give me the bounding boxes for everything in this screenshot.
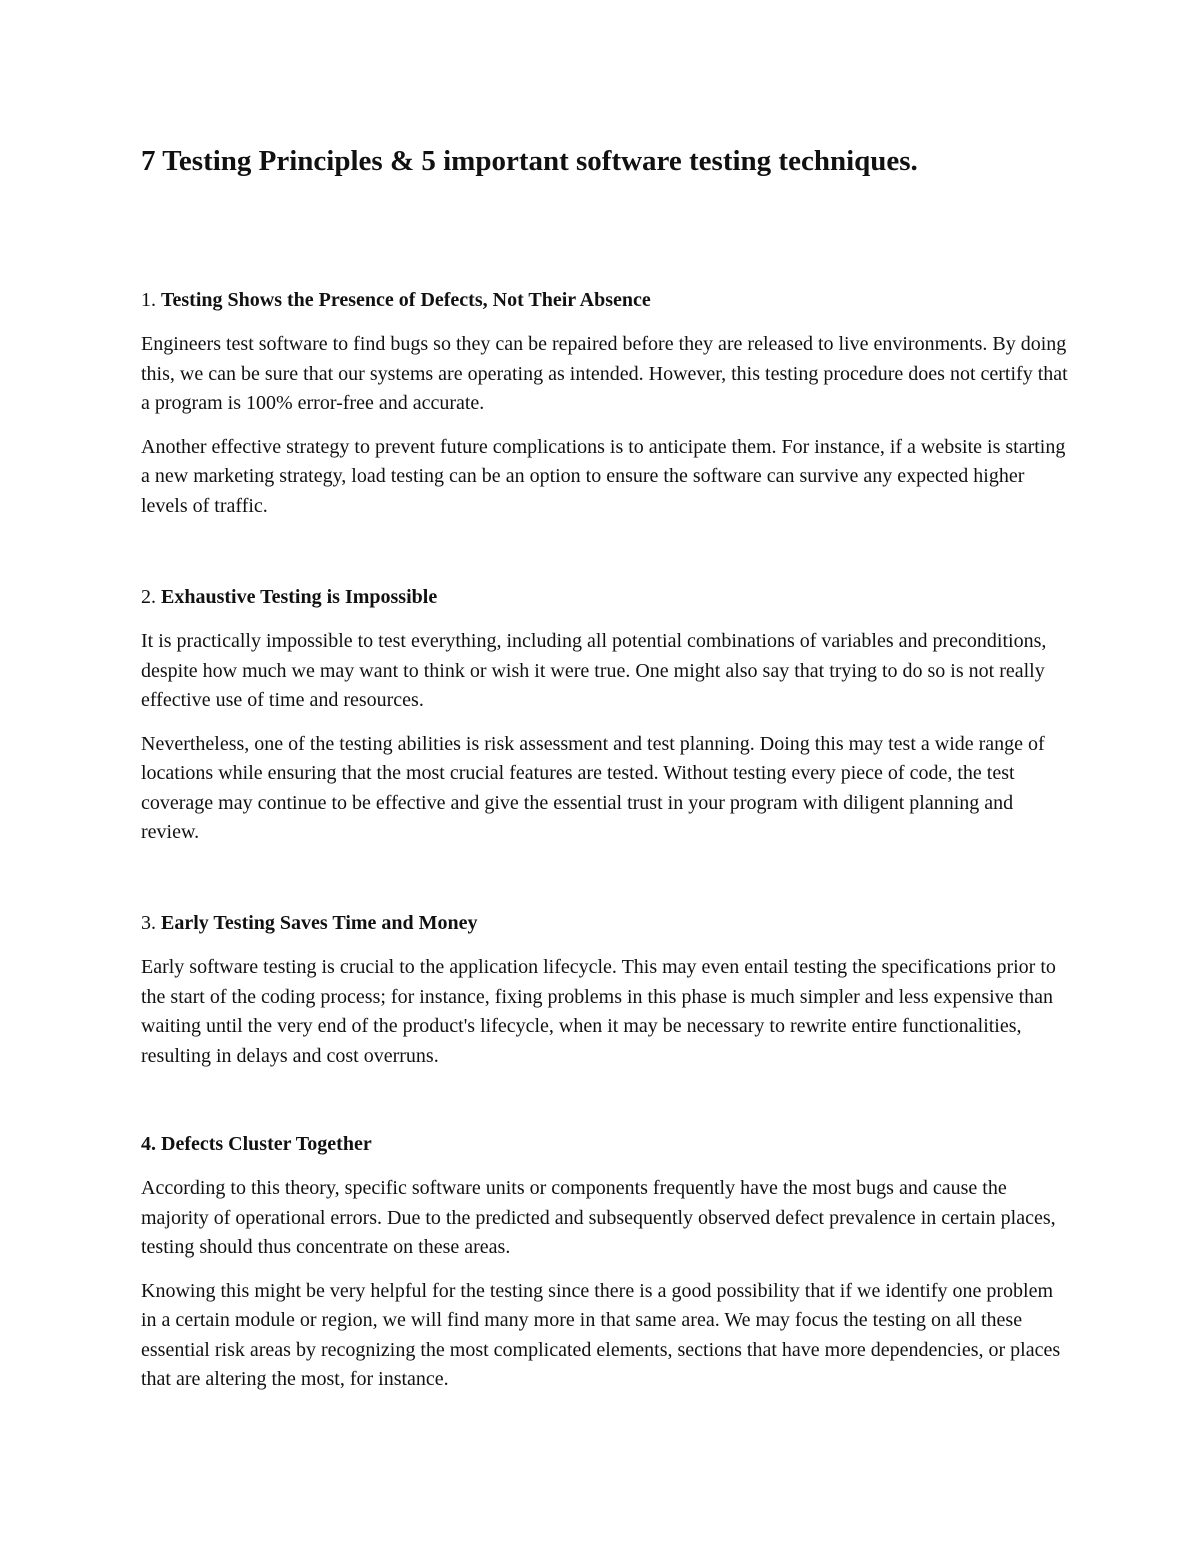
section-number: 2. bbox=[141, 586, 156, 608]
section-4 bbox=[141, 1130, 1071, 1395]
section-heading bbox=[141, 909, 1071, 937]
paragraph: Engineers test software to find bugs so they can be repaired before they are released to live environments. By doing this, we can be sure that our systems are operating as intended. However, this testing procedure does not certify that a program is 100% error-free and accurate. bbox=[141, 333, 1068, 414]
section-number: 1. bbox=[141, 289, 156, 311]
section-title: Defects Cluster Together bbox=[161, 1133, 372, 1155]
section-1 bbox=[141, 286, 1071, 521]
section-3 bbox=[141, 909, 1071, 1071]
paragraph: Another effective strategy to prevent future complications is to anticipate them. For instance, if a website is starting a new marketing strategy, load testing can be an option to ensure the software can survive any expected higher levels of traffic. bbox=[141, 435, 1066, 517]
paragraph: It is practically impossible to test everything, including all potential combinations of variables and preconditions, despite how much we may want to think or wish it were true. One might also say that trying to do so is not really effective use of time and resources. bbox=[141, 630, 1047, 711]
paragraph: Knowing this might be very helpful for the testing since there is a good possibility that if we identify one problem in a certain module or region, we will find many more in that same area. We may focus the testing on all these essential risk areas by recognizing the most complicated elements, sections that have more dependencies, or places that are altering the most, for instance. bbox=[141, 1279, 1061, 1390]
section-2 bbox=[141, 583, 1071, 848]
section-heading bbox=[141, 1130, 1071, 1158]
section-number: 3. bbox=[141, 912, 156, 934]
section-heading bbox=[141, 583, 1071, 611]
section-title: Early Testing Saves Time and Money bbox=[161, 912, 478, 934]
section-number: 4. bbox=[141, 1133, 156, 1155]
paragraph: Nevertheless, one of the testing abilities is risk assessment and test planning. Doing this may test a wide range of locations while ensuring that the most crucial features are tested. Without testing every piece of code, the test coverage may continue to be effective and give the essential trust in your program with diligent planning and review. bbox=[141, 732, 1045, 843]
section-heading bbox=[141, 286, 1071, 314]
document-title: 7 Testing Principles & 5 important software testing techniques. bbox=[141, 145, 918, 177]
paragraph: Early software testing is crucial to the application lifecycle. This may even entail testing the specifications prior to the start of the coding process; for instance, fixing problems in this phase is much simpler and less expensive than waiting until the very end of the product's lifecycle, when it may be necessary to rewrite entire functionalities, resulting in delays and cost overruns. bbox=[141, 956, 1056, 1067]
section-title: Exhaustive Testing is Impossible bbox=[161, 586, 438, 608]
section-title: Testing Shows the Presence of Defects, Not Their Absence bbox=[161, 289, 651, 311]
paragraph: According to this theory, specific software units or components frequently have the most bugs and cause the majority of operational errors. Due to the predicted and subsequently observed defect prevalence in certain places, testing should thus concentrate on these areas. bbox=[141, 1177, 1056, 1258]
